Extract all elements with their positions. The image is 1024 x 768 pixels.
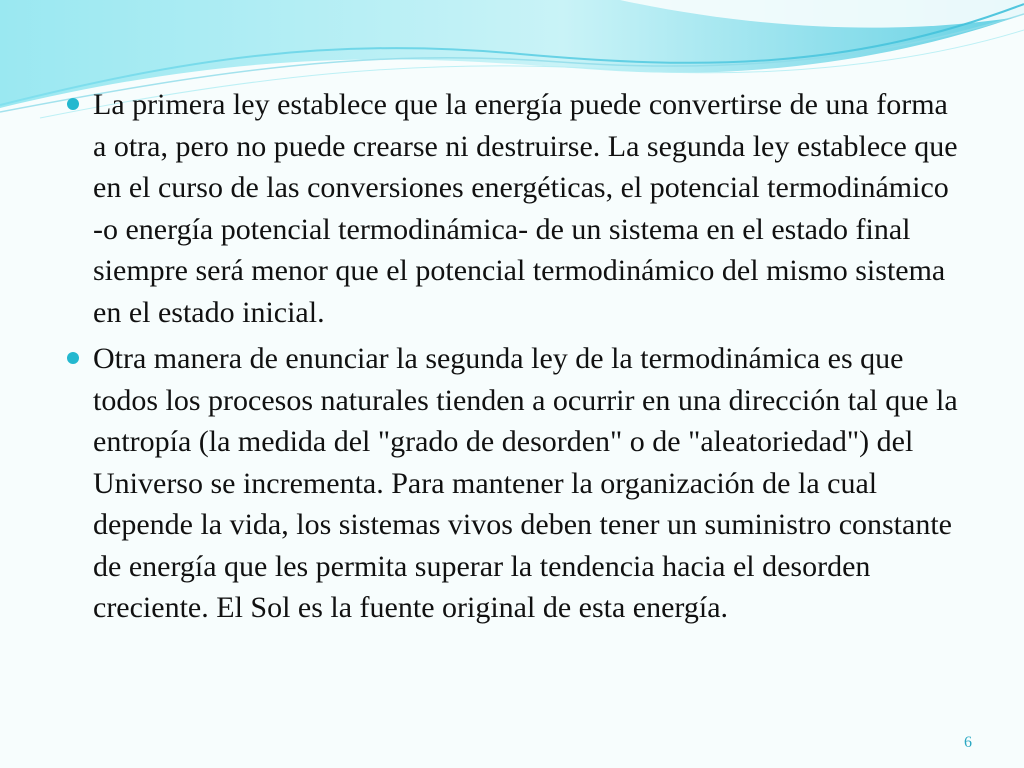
- bullet-text: La primera ley establece que la energía puede convertirse de una forma a otra, pero no puede crearse ni destruirse. La segunda ley establece que en el curso de las conversiones energéticas, el potencial termodinámico -o energía potencial termodinámica- de un sistema en el estado final siempre será menor que el potencial termodinámico del mismo sistema en el estado inicial.: [93, 88, 958, 329]
- bullet-text: Otra manera de enunciar la segunda ley de la termodinámica es que todos los procesos naturales tienden a ocurrir en una dirección tal que la entropía (la medida del "grado de desorden" o de "aleatoriedad") del Universo se incrementa. Para mantener la organización de la cual depende la vida, los sistemas vivos deben tener un suministro constante de energía que les permita superar la tendencia hacia el desorden creciente. El Sol es la fuente original de esta energía.: [93, 342, 958, 624]
- bullet-item-1: [64, 84, 964, 333]
- slide-body: [64, 84, 964, 634]
- page-number: 6: [964, 734, 972, 751]
- bullet-icon: [67, 352, 79, 364]
- bullet-item-2: [64, 338, 964, 629]
- bullet-icon: [67, 98, 79, 110]
